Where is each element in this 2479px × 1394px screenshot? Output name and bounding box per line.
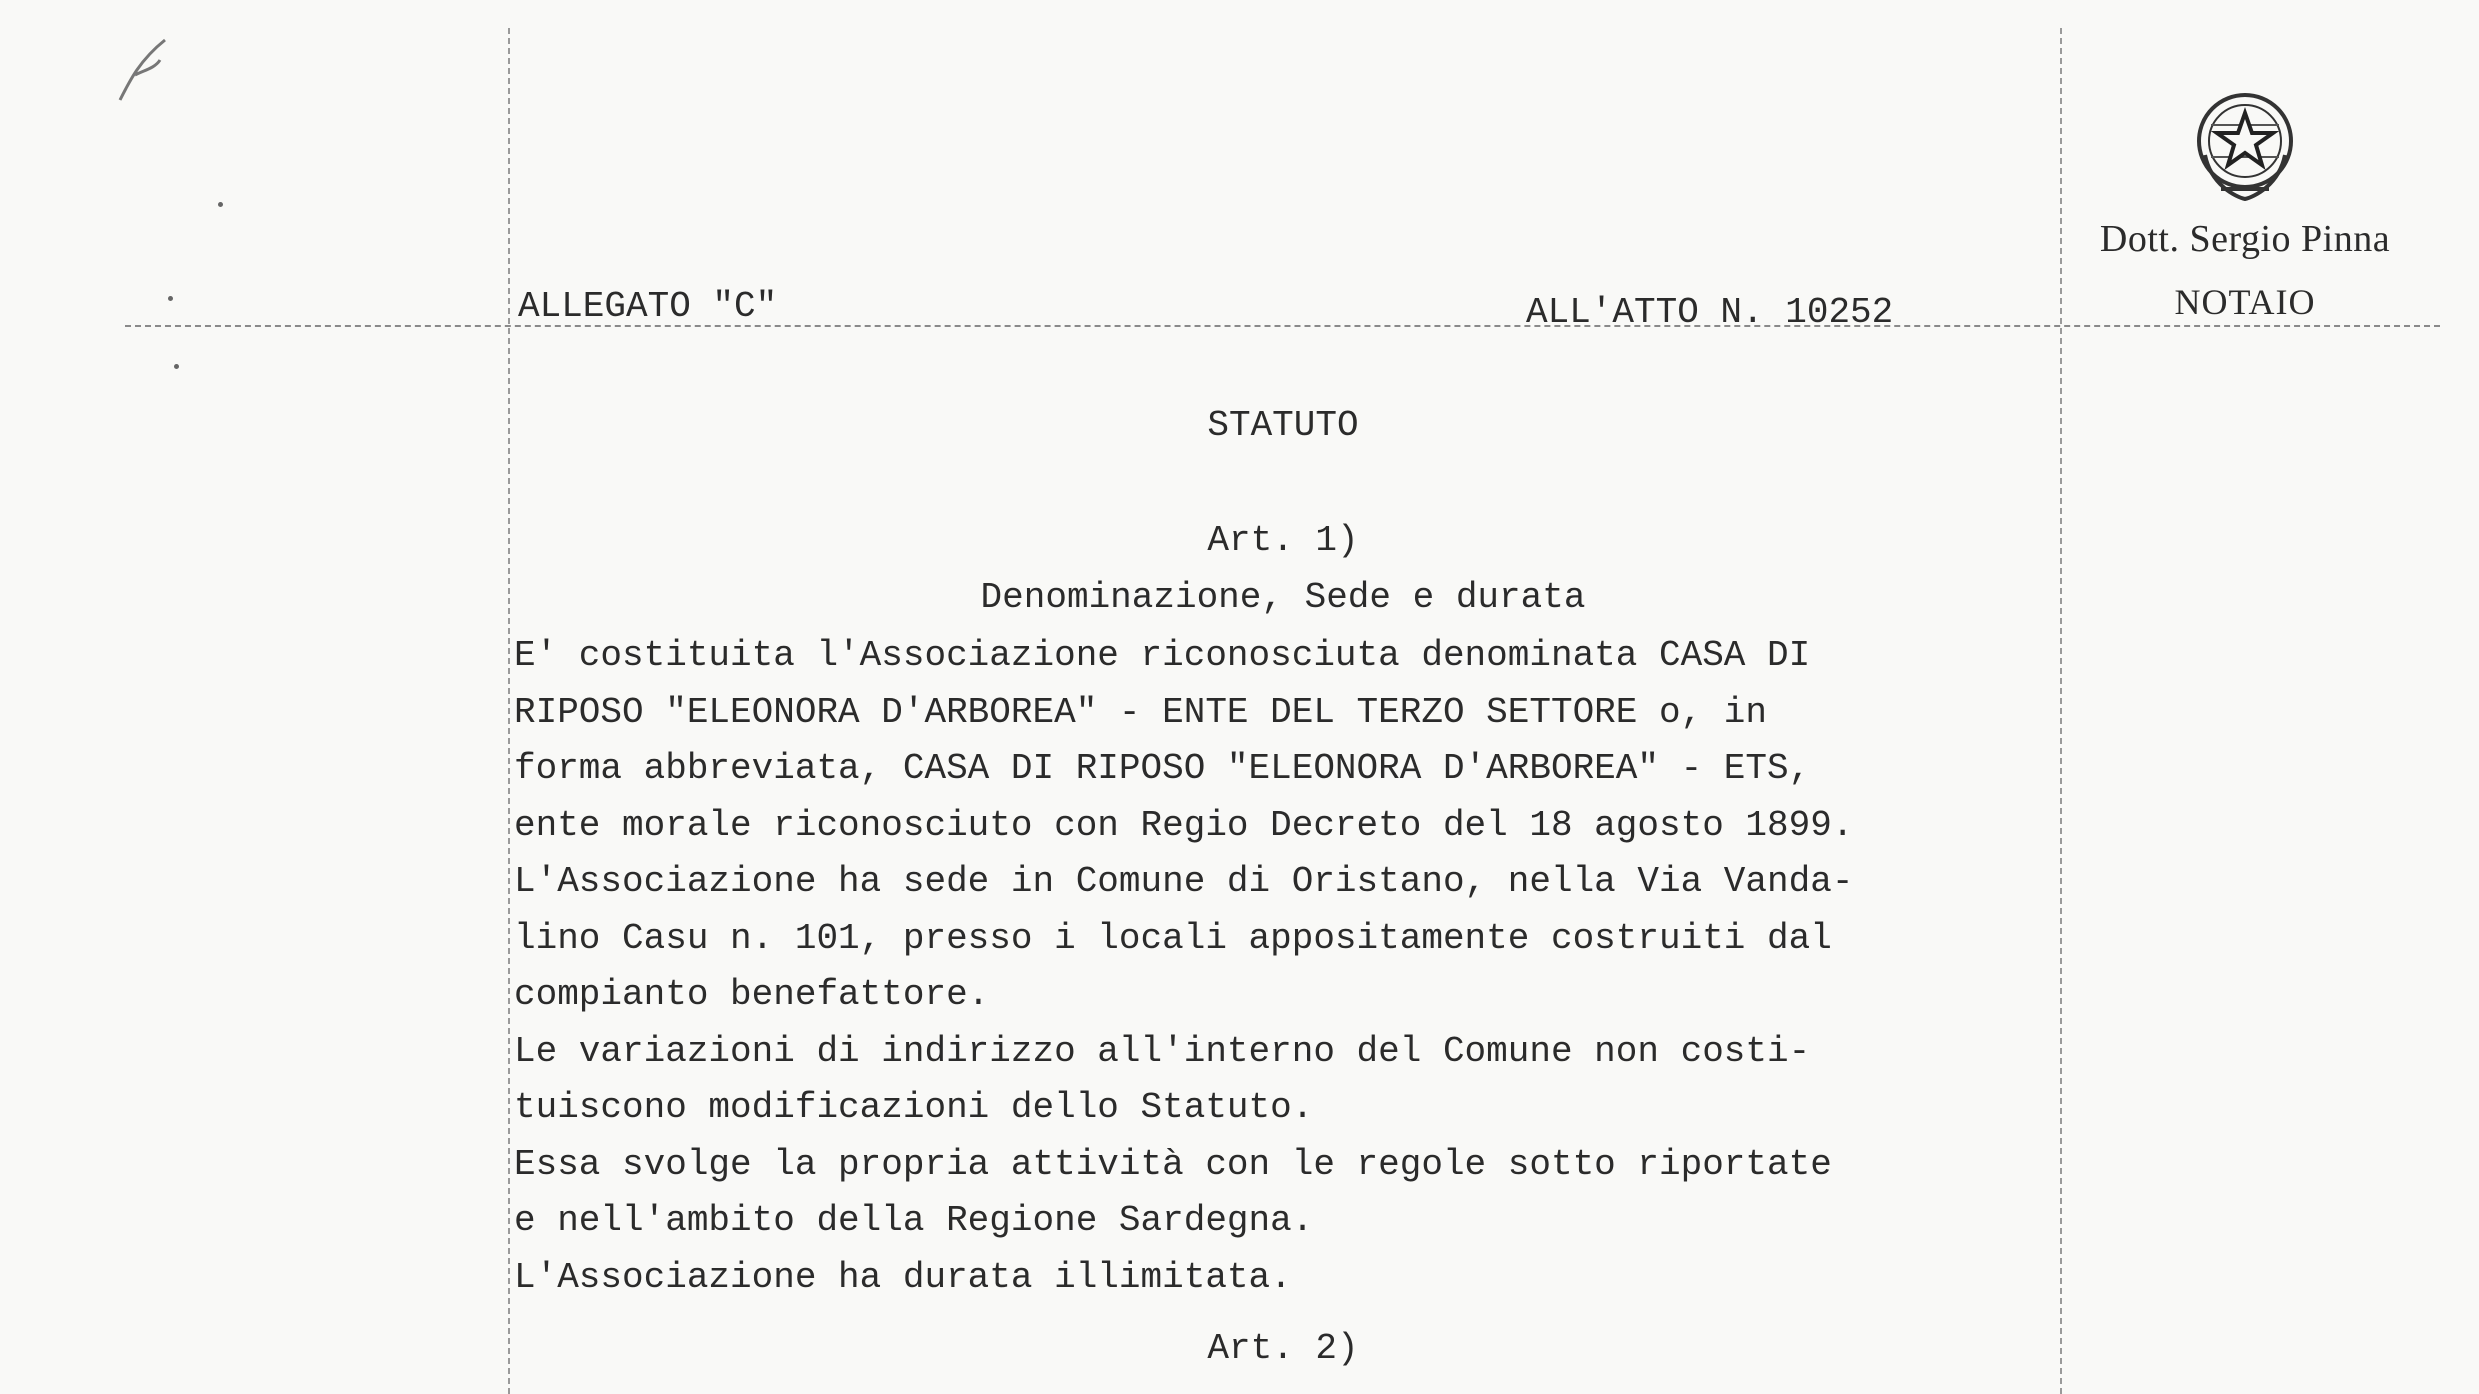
document-title: STATUTO [1207, 405, 1359, 446]
text-line: lino Casu n. 101, presso i locali appositamente costruiti dal [514, 917, 1832, 959]
article-1-body [514, 628, 2044, 1306]
text-line: Le variazioni di indirizzo all'interno del Comune non costi- [514, 1030, 1811, 1072]
text-line: L'Associazione ha sede in Comune di Oristano, nella Via Vanda- [514, 861, 1854, 902]
header-rule [125, 325, 2440, 327]
speck [168, 296, 173, 301]
speck [174, 364, 179, 369]
text-line: tuiscono modificazioni dello Statuto. [514, 1087, 1314, 1128]
allegato-label: ALLEGATO "C" [518, 286, 778, 327]
article-1-label: Art. 1) [1207, 520, 1359, 561]
left-margin-line [508, 28, 510, 1394]
speck [218, 202, 223, 207]
pen-mark-icon [110, 30, 180, 110]
notary-title: NOTAIO [2174, 282, 2316, 322]
notary-stamp [2070, 85, 2420, 323]
text-line: forma abbreviata, CASA DI RIPOSO "ELEONORA D'ARBOREA" - ETS, [514, 748, 1811, 789]
text-line: E' costituita l'Associazione riconosciuta denominata CASA DI [514, 635, 1811, 676]
text-line: compianto benefattore. [514, 974, 990, 1015]
right-margin-line [2060, 28, 2062, 1394]
text-line: L'Associazione ha durata illimitata. [514, 1256, 1292, 1298]
text-line: Essa svolge la propria attività con le regole sotto riportate [514, 1143, 1832, 1185]
article-2-label: Art. 2) [1207, 1328, 1359, 1369]
text-line: ente morale riconosciuto con Regio Decreto del 18 agosto 1899. [514, 804, 1854, 846]
italian-republic-emblem-icon [2191, 85, 2299, 205]
text-line: e nell'ambito della Regione Sardegna. [514, 1200, 1314, 1241]
text-line: RIPOSO "ELEONORA D'ARBOREA" - ENTE DEL TERZO SETTORE o, in [514, 691, 1768, 733]
atto-number: ALL'ATTO N. 10252 [1526, 292, 1894, 333]
notary-name: Dott. Sergio Pinna [2099, 218, 2391, 260]
article-1-heading: Denominazione, Sede e durata [980, 577, 1586, 618]
